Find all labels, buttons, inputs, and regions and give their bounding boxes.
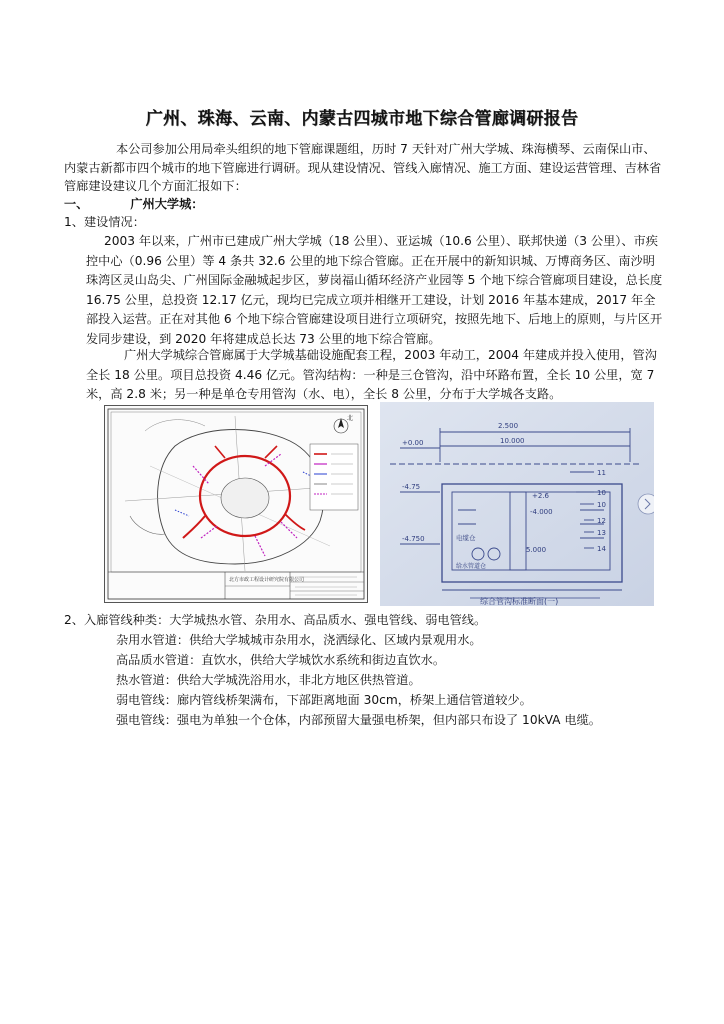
section-number: 一、 (64, 197, 89, 211)
mark-5: 13 (597, 529, 606, 537)
pipeline-item: 热水管道：供给大学城洗浴用水，非北方地区供热管道。 (116, 673, 421, 687)
site-plan-figure (104, 405, 368, 603)
elev-left-1: +0.00 (402, 439, 424, 447)
construction-paragraph: 2003 年以来，广州市已建成广州大学城（18 公里）、亚运城（10.6 公里）、联邦快递（3 公里）、市疾控中心（0.96 公里）等 4 条共 32.6 公里的地下综合管廊。正在开展中的新知识城、万博商务区、南沙明珠湾区灵山岛尖、广州国际金融城起步区，萝岗福山循环经济产业园等 5 个地下综合管廊项目建设，总长度 16.75 公里，总投资 12.17 亿元，现均已完成立项并相继开工建设，计划 2016 年基本建成，2017 年全部投入运营。正在对其他 6 个地下综合管廊建设项目进行立项研究，按照先地下、后地上的原则，与片区开发同步建设，到 2020 年将建成总长达 73 公里的地下综合管廊。 (86, 234, 663, 346)
section-heading (64, 195, 204, 213)
elev-mid-1: +2.6 (532, 492, 549, 500)
drawing-stamp-text: 北方市政工程设计研究院有限公司 (229, 577, 305, 583)
site-plan-drawing (105, 406, 367, 602)
elev-mid-2: -4.000 (530, 508, 553, 516)
pipeline-item: 杂用水管道：供给大学城城市杂用水，浇洒绿化、区域内景观用水。 (116, 633, 482, 647)
north-label: 北 (347, 415, 354, 422)
cross-section-caption: 综合管沟标准断面(一) (480, 597, 559, 606)
next-arrow-icon (638, 494, 654, 514)
subsection-heading-construction: 1、建设情况： (64, 215, 145, 229)
elev-left-3: -4.750 (402, 535, 425, 543)
dim-top-1: 2.500 (498, 422, 519, 430)
utility-tunnel-paragraph: 广州大学城综合管廊属于大学城基础设施配套工程，2003 年动工，2004 年建成并投入使用，管沟全长 18 公里。项目总投资 4.46 亿元。管沟结构：一种是三仓管沟，沿中环路布置，全长 10 公里，宽 7 米，高 2.8 米；另一种是单仓专用管沟（水、电），全长 8 公里，分布于大学城各支路。 (86, 348, 657, 402)
subsection-heading-pipelines: 2、入廊管线种类：大学城热水管、杂用水、高品质水、强电管线、弱电管线。 (64, 613, 487, 627)
mark-3: 10 (597, 501, 606, 509)
cross-section-drawing (380, 402, 654, 606)
cross-section-figure (380, 402, 654, 606)
dim-top-2: 10.000 (500, 437, 525, 445)
mark-1: 11 (597, 469, 606, 477)
section-title: 广州大学城： (130, 197, 204, 211)
page-title: 广州、珠海、云南、内蒙古四城市地下综合管廊调研报告 (145, 109, 579, 129)
room-label-2: 给水管道仓 (456, 563, 487, 570)
room-label-1: 电缆仓 (456, 534, 476, 542)
mark-4: 12 (597, 517, 606, 525)
mark-6: 14 (597, 545, 606, 553)
intro-paragraph: 本公司参加公用局牵头组织的地下管廊课题组，历时 7 天针对广州大学城、珠海横琴、云南保山市、内蒙古新都市四个城市的地下管廊进行调研。现从建设情况、管线入廊情况、施工方面、建设运营管理、吉林省管廊建设建议几个方面汇报如下： (64, 142, 662, 193)
elev-left-2: -4.75 (402, 483, 421, 491)
elev-mid-3: 5.000 (526, 546, 547, 554)
pipeline-item: 强电管线：强电为单独一个仓体，内部预留大量强电桥架，但内部只布设了 10kVA 电缆。 (116, 713, 601, 727)
pipeline-item: 高品质水管道：直饮水，供给大学城饮水系统和街边直饮水。 (116, 653, 446, 667)
pipeline-item: 弱电管线：廊内管线桥架满布，下部距离地面 30cm，桥架上通信管道较少。 (116, 693, 532, 707)
mark-2: 10 (597, 489, 606, 497)
